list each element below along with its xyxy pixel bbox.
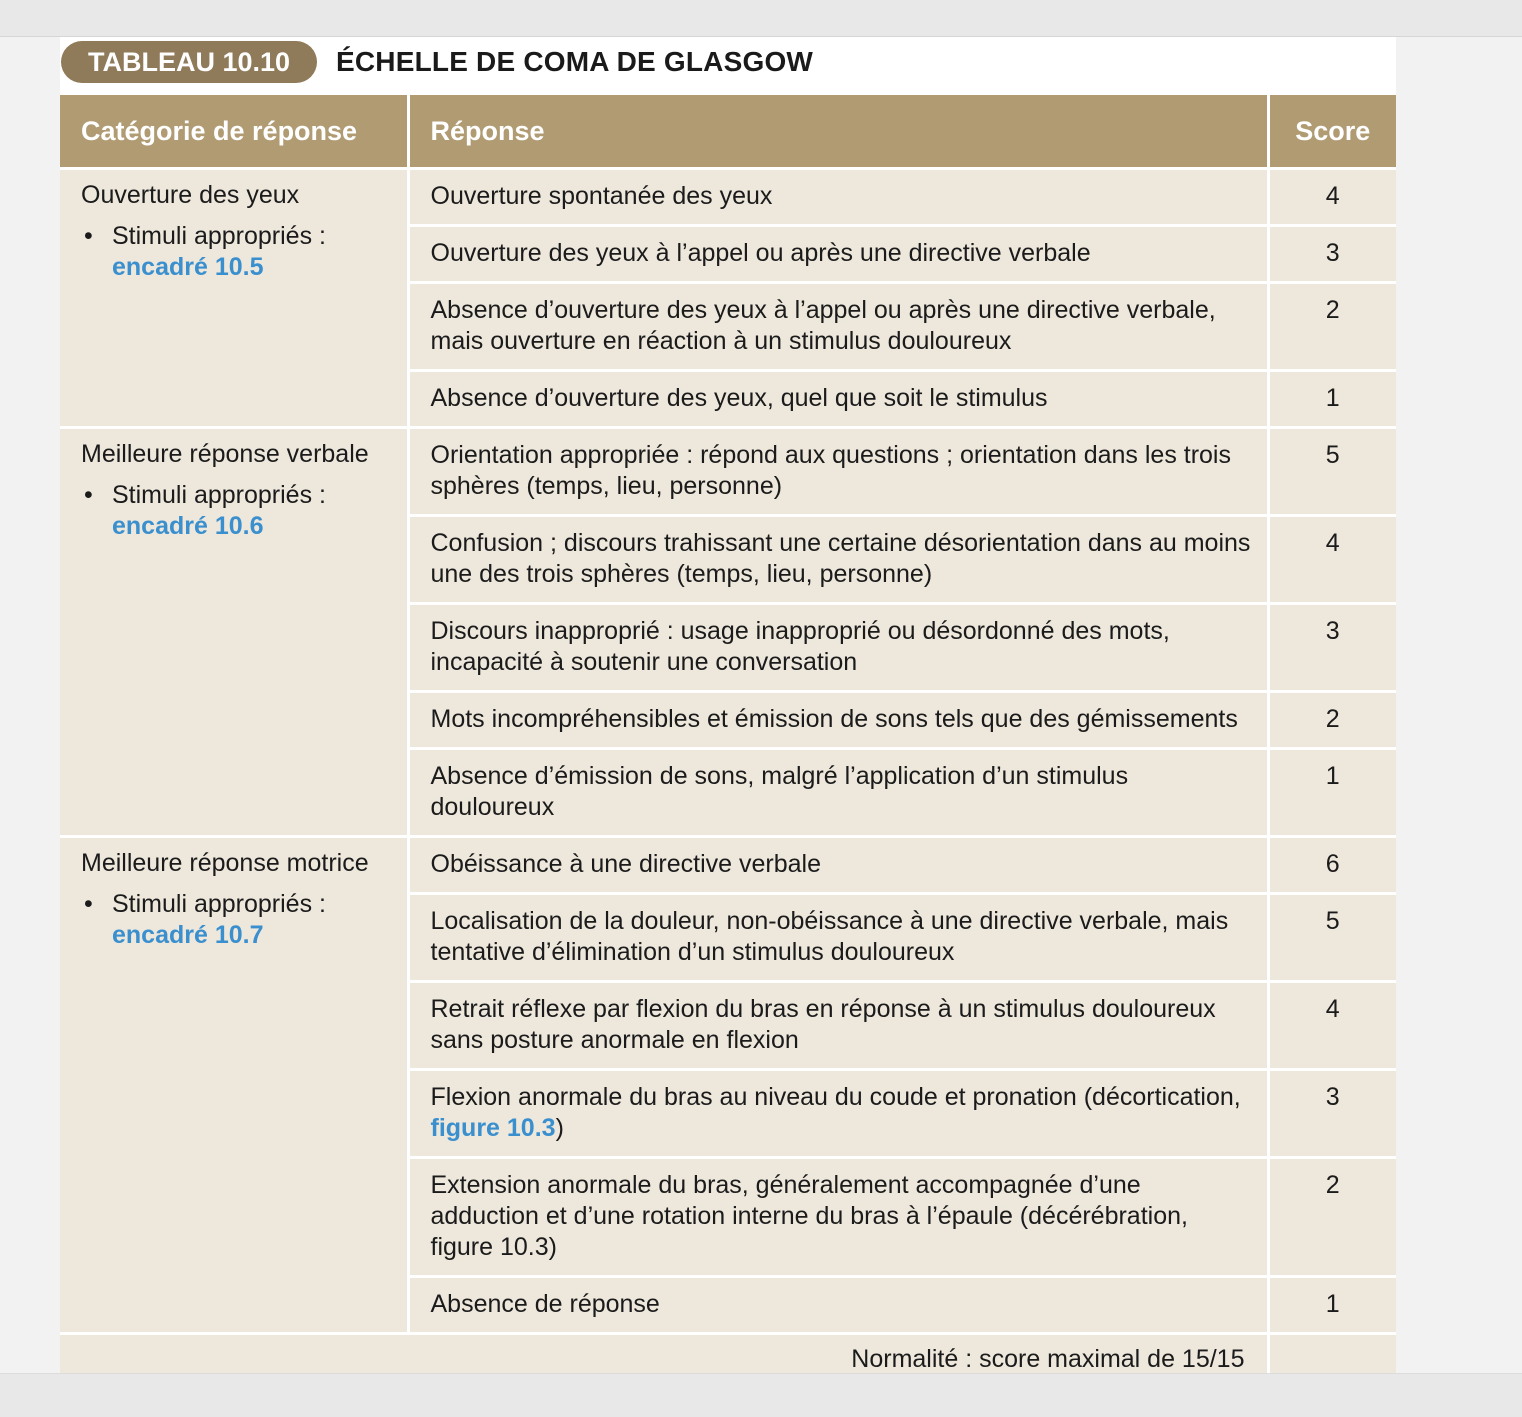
response-cell: Obéissance à une directive verbale xyxy=(408,837,1268,894)
header-score: Score xyxy=(1268,95,1396,169)
category-label: Meilleure réponse verbale xyxy=(81,440,369,468)
stimuli-bullet xyxy=(81,480,391,542)
stimuli-link-encadre-10-5[interactable]: encadré 10.5 xyxy=(112,253,264,281)
response-cell xyxy=(408,1070,1268,1158)
response-cell: Localisation de la douleur, non-obéissance à une directive verbale, mais tentative d’élimination d’un stimulus douloureux xyxy=(408,894,1268,982)
response-text-end: ) xyxy=(555,1114,564,1142)
score-cell: 1 xyxy=(1268,371,1396,428)
score-cell: 3 xyxy=(1268,1070,1396,1158)
stimuli-bullet xyxy=(81,889,391,951)
score-cell: 1 xyxy=(1268,749,1396,837)
category-label: Ouverture des yeux xyxy=(81,181,300,209)
response-cell: Ouverture spontanée des yeux xyxy=(408,169,1268,226)
response-cell: Ouverture des yeux à l’appel ou après une directive verbale xyxy=(408,226,1268,283)
response-cell: Absence de réponse xyxy=(408,1277,1268,1334)
response-cell: Absence d’ouverture des yeux à l’appel ou après une directive verbale, mais ouverture en réaction à un stimulus douloureux xyxy=(408,283,1268,371)
viewer-top-bar xyxy=(0,0,1522,37)
table-row xyxy=(60,837,1396,894)
stimuli-link-encadre-10-6[interactable]: encadré 10.6 xyxy=(112,512,264,540)
response-cell: Orientation appropriée : répond aux questions ; orientation dans les trois sphères (temps, lieu, personne) xyxy=(408,428,1268,516)
bullet-icon: • xyxy=(84,222,93,250)
header-row xyxy=(60,95,1396,169)
stimuli-label: Stimuli appropriés : xyxy=(112,890,326,918)
category-label: Meilleure réponse motrice xyxy=(81,849,369,877)
category-cell-verbal xyxy=(60,428,408,837)
response-text: Flexion anormale du bras au niveau du coude et pronation (décortication, xyxy=(430,1083,1241,1111)
table-number-badge: TABLEAU 10.10 xyxy=(61,41,317,83)
category-cell-motor xyxy=(60,837,408,1334)
response-cell: Confusion ; discours trahissant une certaine désorientation dans au moins une des trois sphères (temps, lieu, personne) xyxy=(408,516,1268,604)
score-cell: 5 xyxy=(1268,894,1396,982)
category-cell-eye-opening xyxy=(60,169,408,428)
header-category: Catégorie de réponse xyxy=(60,95,408,169)
score-cell: 5 xyxy=(1268,428,1396,516)
stimuli-label: Stimuli appropriés : xyxy=(112,222,326,250)
response-cell: Mots incompréhensibles et émission de sons tels que des gémissements xyxy=(408,692,1268,749)
viewer-bottom-bar xyxy=(0,1373,1522,1417)
table-row xyxy=(60,428,1396,516)
score-cell: 1 xyxy=(1268,1277,1396,1334)
score-cell: 2 xyxy=(1268,283,1396,371)
glasgow-coma-scale-table xyxy=(60,95,1396,1383)
response-cell: Retrait réflexe par flexion du bras en réponse à un stimulus douloureux sans posture anormale en flexion xyxy=(408,982,1268,1070)
table-title: ÉCHELLE DE COMA DE GLASGOW xyxy=(336,46,814,77)
score-cell: 6 xyxy=(1268,837,1396,894)
stimuli-label: Stimuli appropriés : xyxy=(112,481,326,509)
response-cell: Absence d’émission de sons, malgré l’application d’un stimulus douloureux xyxy=(408,749,1268,837)
bullet-icon: • xyxy=(84,890,93,918)
figure-link-10-3[interactable]: figure 10.3 xyxy=(430,1114,556,1142)
header-response: Réponse xyxy=(408,95,1268,169)
score-cell: 3 xyxy=(1268,604,1396,692)
response-cell: Extension anormale du bras, généralement accompagnée d’une adduction et d’une rotation interne du bras à l’épaule (décérébration, figure 10.3) xyxy=(408,1158,1268,1277)
response-cell: Absence d’ouverture des yeux, quel que soit le stimulus xyxy=(408,371,1268,428)
document-page xyxy=(60,37,1396,1373)
response-cell: Discours inapproprié : usage inapproprié ou désordonné des mots, incapacité à soutenir une conversation xyxy=(408,604,1268,692)
score-cell: 2 xyxy=(1268,692,1396,749)
bullet-icon: • xyxy=(84,481,93,509)
stimuli-link-encadre-10-7[interactable]: encadré 10.7 xyxy=(112,921,264,949)
stimuli-bullet xyxy=(81,221,391,283)
score-cell: 3 xyxy=(1268,226,1396,283)
score-cell: 4 xyxy=(1268,169,1396,226)
footer-note: Normalité : score maximal de 15/15 xyxy=(60,1334,1268,1382)
table-row xyxy=(60,169,1396,226)
score-cell: 4 xyxy=(1268,516,1396,604)
score-cell: 2 xyxy=(1268,1158,1396,1277)
score-cell: 4 xyxy=(1268,982,1396,1070)
table-title-row xyxy=(60,37,1396,95)
